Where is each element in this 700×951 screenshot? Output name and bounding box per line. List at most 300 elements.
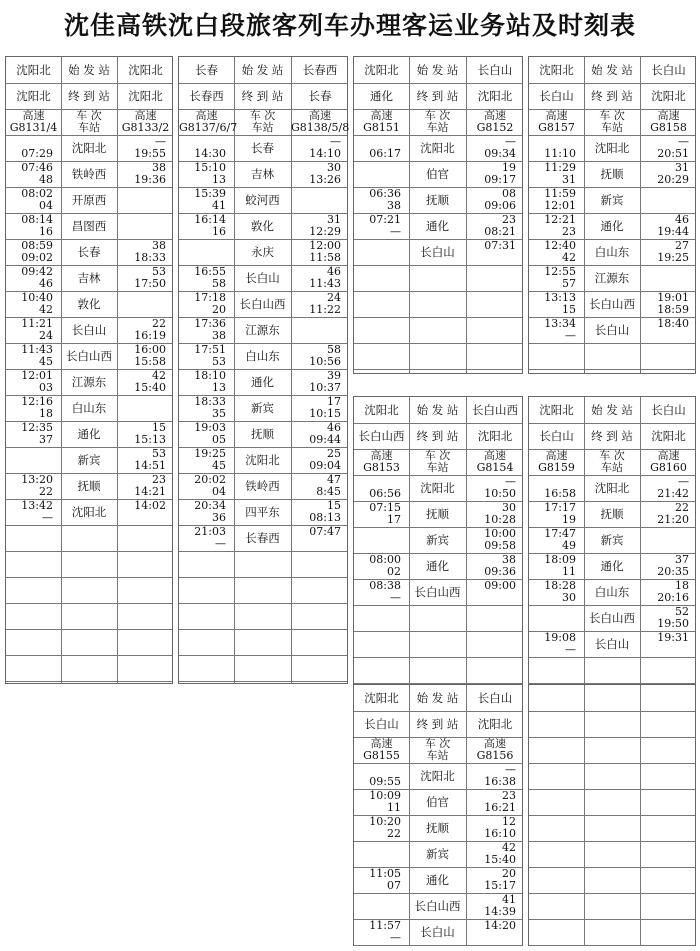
station-name: 白山东 [71, 401, 107, 415]
time-value: 19:25 [194, 447, 226, 460]
time-value: 20 [212, 303, 226, 316]
station-name: 四平东 [245, 505, 280, 519]
time-value: 10:28 [484, 513, 516, 526]
time-value: 16:21 [484, 801, 516, 814]
time-value: — [390, 931, 401, 944]
terminal-station: 沈阳北 [477, 89, 513, 103]
header-label: 始 发 站 [591, 63, 633, 77]
time-value: 23 [152, 473, 166, 486]
time-value: 58 [327, 343, 341, 356]
train-number: 高速 [370, 737, 393, 750]
train-number: G8151 [363, 121, 400, 134]
station-name: 抚顺 [426, 507, 449, 521]
time-value: 14:10 [309, 147, 341, 160]
station-name: 抚顺 [251, 427, 274, 441]
header-label: 始 发 站 [416, 63, 459, 77]
terminal-station: 沈阳北 [651, 89, 686, 103]
table-row [179, 629, 347, 656]
origin-station: 沈阳北 [364, 63, 399, 77]
time-value: 20:51 [657, 147, 689, 160]
time-value: 10:37 [309, 381, 341, 394]
time-value: 11:43 [21, 343, 53, 356]
time-value: 12:35 [21, 421, 53, 434]
time-value: 08:13 [309, 511, 341, 524]
time-value: 11:10 [544, 147, 576, 160]
train-number: 高速 [545, 449, 568, 462]
station-name: 伯官 [426, 795, 449, 809]
time-value: 04 [212, 485, 226, 498]
time-value: 14:39 [484, 905, 516, 918]
train-number-label: 车站 [601, 461, 623, 474]
time-value: 17:36 [194, 317, 226, 330]
time-value: 19 [502, 161, 516, 174]
train-number: 高速 [484, 109, 506, 122]
time-value: 18:10 [194, 369, 226, 382]
train-number: G8154 [476, 461, 514, 474]
train-number: G8152 [476, 121, 514, 134]
table-row [529, 841, 695, 868]
terminal-station: 沈阳北 [477, 717, 513, 731]
origin-station: 长白山西 [472, 403, 518, 417]
time-value: 41 [502, 893, 516, 906]
time-value: 17:17 [544, 501, 576, 514]
time-value: 04 [39, 199, 53, 212]
time-value: 10:50 [484, 487, 516, 500]
time-value: 15:17 [484, 879, 516, 892]
time-value: 23 [502, 213, 516, 226]
time-value: 08:38 [369, 579, 401, 592]
time-value: 09:42 [21, 265, 53, 278]
time-value: 42 [502, 841, 516, 854]
timetable-panel [353, 684, 523, 946]
table-row [354, 605, 522, 632]
time-value: 13:42 [21, 499, 53, 512]
time-value: — [155, 135, 166, 148]
time-value: 16:38 [484, 775, 516, 788]
time-value: 12:40 [544, 239, 576, 252]
train-number-label: 车 次 [424, 449, 451, 462]
time-value: 22 [387, 827, 401, 840]
terminal-station: 通化 [370, 89, 393, 103]
time-value: 38 [152, 239, 166, 252]
station-name: 长白山 [245, 271, 280, 285]
time-value: 18:40 [657, 317, 689, 330]
time-value: 12:21 [544, 213, 576, 226]
time-value: 23 [562, 225, 576, 238]
time-value: 18:28 [544, 579, 576, 592]
time-value: 08:59 [21, 239, 53, 252]
time-value: 18:09 [544, 553, 576, 566]
origin-station: 长白山 [651, 63, 686, 77]
time-value: 07:31 [484, 239, 516, 252]
station-name: 新宾 [426, 533, 449, 547]
train-number-label: 车 次 [424, 109, 451, 122]
time-value: 10:56 [309, 355, 341, 368]
time-value: 16:19 [134, 329, 166, 342]
time-value: 11:57 [369, 919, 401, 932]
table-row [6, 603, 172, 630]
timetable-panel [353, 56, 523, 374]
time-value: 30 [562, 591, 576, 604]
time-value: 15 [327, 499, 341, 512]
station-name: 长白山 [420, 925, 455, 939]
table-row [6, 629, 172, 656]
station-name: 沈阳北 [71, 141, 107, 155]
time-value: 42 [562, 251, 576, 264]
time-value: 48 [39, 173, 53, 186]
timetable-panel [178, 56, 348, 684]
time-value: 13 [212, 173, 226, 186]
time-value: 16 [39, 225, 53, 238]
terminal-station: 长春 [308, 89, 332, 103]
time-value: 30 [327, 161, 341, 174]
time-value: 17:50 [134, 277, 166, 290]
time-value: — [390, 225, 401, 238]
train-number: 高速 [370, 449, 393, 462]
timetable-panel [528, 56, 696, 374]
origin-station: 沈阳北 [539, 403, 574, 417]
time-value: 08 [502, 187, 516, 200]
time-value: 19:50 [657, 617, 689, 630]
station-name: 白山东 [594, 245, 630, 259]
train-number-label: 车站 [251, 121, 274, 134]
time-value: 31 [562, 173, 576, 186]
time-value: 12:01 [544, 199, 576, 212]
terminal-station: 长白山 [539, 89, 574, 103]
header-label: 始 发 站 [591, 403, 633, 417]
time-value: 35 [212, 407, 226, 420]
station-name: 伯官 [426, 167, 449, 181]
station-name: 长白山 [71, 323, 107, 337]
time-value: 14:30 [194, 147, 226, 160]
table-row [354, 343, 522, 370]
train-number: G8155 [363, 749, 400, 762]
time-value: 42 [39, 303, 53, 316]
time-value: 11:58 [309, 251, 341, 264]
station-name: 抚顺 [600, 167, 624, 181]
train-number: 高速 [657, 449, 680, 462]
time-value: 13:26 [309, 173, 341, 186]
table-row [529, 763, 695, 790]
time-value: 10:00 [484, 527, 516, 540]
station-name: 新宾 [426, 847, 449, 861]
time-value: 18:33 [134, 251, 166, 264]
time-value: 11 [387, 801, 401, 814]
station-name: 江源东 [594, 271, 630, 285]
station-name: 开原西 [71, 193, 107, 207]
time-value: 14:02 [134, 499, 166, 512]
time-value: 19:01 [657, 291, 689, 304]
time-value: 46 [327, 421, 341, 434]
page-title: 沈佳高铁沈白段旅客列车办理客运业务站及时刻表 [63, 11, 636, 40]
time-value: — [330, 135, 341, 148]
table-row [529, 867, 695, 894]
station-name: 蛟河西 [245, 193, 280, 207]
terminal-station: 长春西 [189, 89, 224, 103]
time-value: 15:39 [194, 187, 226, 200]
terminal-station: 沈阳北 [477, 429, 513, 443]
station-name: 敦化 [251, 219, 274, 233]
time-value: 45 [212, 459, 226, 472]
table-row [6, 655, 172, 682]
station-name: 沈阳北 [420, 141, 455, 155]
time-value: 15 [562, 303, 576, 316]
time-value: 07:15 [369, 501, 401, 514]
train-number-label: 车站 [426, 749, 449, 762]
table-row [529, 343, 695, 370]
time-value: 06:17 [369, 147, 401, 160]
time-value: 12:55 [544, 265, 576, 278]
time-value: 13:13 [544, 291, 576, 304]
train-number: 高速 [370, 109, 393, 122]
time-value: 37 [675, 553, 689, 566]
time-value: 45 [39, 355, 53, 368]
time-value: 06:36 [369, 187, 401, 200]
terminal-station: 沈阳北 [16, 89, 51, 103]
time-value: 10:15 [309, 407, 341, 420]
time-value: 30 [502, 501, 516, 514]
time-value: 10:20 [369, 815, 401, 828]
header-label: 终 到 站 [591, 429, 633, 443]
origin-station: 长春 [195, 63, 218, 77]
time-value: — [42, 511, 53, 524]
time-value: — [390, 591, 401, 604]
station-name: 长白山西 [66, 349, 112, 363]
time-value: 09:02 [21, 251, 53, 264]
station-name: 长白山西 [414, 585, 461, 599]
station-name: 永庆 [251, 245, 274, 259]
time-value: 20 [502, 867, 516, 880]
time-value: 09:36 [484, 565, 516, 578]
time-value: 27 [675, 239, 689, 252]
station-name: 通化 [426, 219, 449, 233]
time-value: 05 [212, 433, 226, 446]
time-value: 39 [327, 369, 341, 382]
time-value: 12:01 [21, 369, 53, 382]
time-value: 08:21 [484, 225, 516, 238]
time-value: 53 [212, 355, 226, 368]
time-value: 08:14 [21, 213, 53, 226]
timetable-panel [353, 396, 523, 684]
time-value: 12:00 [309, 239, 341, 252]
time-value: 11:22 [309, 303, 341, 316]
train-number: 高速 [484, 449, 506, 462]
time-value: 09:44 [309, 433, 341, 446]
time-value: 16:10 [484, 827, 516, 840]
train-number: 高速 [657, 109, 680, 122]
time-value: 17:18 [194, 291, 226, 304]
time-value: 53 [152, 265, 166, 278]
time-value: 06:56 [369, 487, 401, 500]
table-row [529, 737, 695, 764]
time-value: 24 [327, 291, 341, 304]
station-name: 通化 [600, 219, 624, 233]
time-value: 07:46 [21, 161, 53, 174]
time-value: 14:20 [484, 919, 516, 932]
time-value: 31 [675, 161, 689, 174]
time-value: 12 [502, 815, 516, 828]
station-name: 长白山 [594, 323, 630, 337]
terminal-station: 沈阳北 [128, 89, 163, 103]
train-number: 高速 [134, 109, 157, 122]
time-value: 47 [327, 473, 341, 486]
time-value: 17:51 [194, 343, 226, 356]
station-name: 抚顺 [426, 821, 449, 835]
time-value: 36 [212, 511, 226, 524]
time-value: — [505, 135, 516, 148]
origin-station: 沈阳北 [364, 403, 399, 417]
origin-station: 沈阳北 [128, 63, 163, 77]
time-value: 22 [39, 485, 53, 498]
time-value: 14:51 [134, 459, 166, 472]
time-value: 07:29 [21, 147, 53, 160]
time-value: 18 [39, 407, 53, 420]
terminal-station: 长白山西 [358, 429, 405, 443]
station-name: 白山东 [594, 585, 630, 599]
station-name: 沈阳北 [420, 769, 455, 783]
time-value: 19:44 [657, 225, 689, 238]
time-value: 07 [387, 879, 401, 892]
time-value: — [215, 537, 226, 550]
time-value: 52 [675, 605, 689, 618]
time-value: 16:58 [544, 487, 576, 500]
time-value: 23 [502, 789, 516, 802]
table-row [529, 815, 695, 842]
timetable-panel [528, 684, 696, 946]
table-row [354, 317, 522, 344]
time-value: 19 [562, 513, 576, 526]
station-name: 铁岭西 [71, 167, 107, 181]
time-value: 21:42 [657, 487, 689, 500]
table-row [6, 577, 172, 604]
origin-station: 沈阳北 [539, 63, 574, 77]
header-label: 终 到 站 [68, 89, 110, 103]
header-label: 始 发 站 [241, 63, 284, 77]
time-value: 20:29 [657, 173, 689, 186]
train-number: 高速 [195, 109, 218, 122]
time-value: 17 [387, 513, 401, 526]
station-name: 沈阳北 [594, 481, 630, 495]
time-value: 20:34 [194, 499, 226, 512]
table-row [529, 893, 695, 920]
header-label: 终 到 站 [416, 89, 459, 103]
table-row [354, 631, 522, 658]
timetable-panel [528, 396, 696, 684]
train-number-label: 车 次 [76, 109, 102, 122]
time-value: 24 [39, 329, 53, 342]
train-number: G8159 [538, 461, 575, 474]
time-value: 10:40 [21, 291, 53, 304]
time-value: 09:04 [309, 459, 341, 472]
station-name: 长白山西 [239, 297, 286, 311]
terminal-station: 长白山 [539, 429, 574, 443]
table-row [354, 291, 522, 318]
time-value: 20:16 [657, 591, 689, 604]
time-value: 09:34 [484, 147, 516, 160]
time-value: 09:55 [369, 775, 401, 788]
time-value: 09:06 [484, 199, 516, 212]
table-row [354, 657, 522, 684]
station-name: 长白山 [420, 245, 455, 259]
time-value: 10:09 [369, 789, 401, 802]
origin-station: 沈阳北 [364, 691, 399, 705]
station-name: 新宾 [77, 453, 101, 467]
station-name: 长春西 [245, 531, 280, 545]
time-value: — [678, 135, 689, 148]
station-name: 沈阳北 [594, 141, 630, 155]
time-value: 25 [327, 447, 341, 460]
station-name: 新宾 [600, 533, 624, 547]
time-value: 15:13 [134, 433, 166, 446]
train-number-label: 车 次 [249, 109, 276, 122]
time-value: 16:14 [194, 213, 226, 226]
time-value: 11:29 [544, 161, 576, 174]
time-value: 07:21 [369, 213, 401, 226]
station-name: 铁岭西 [245, 479, 280, 493]
train-number-label: 车站 [78, 121, 100, 134]
time-value: 46 [675, 213, 689, 226]
time-value: 07:47 [309, 525, 341, 538]
time-value: 13:34 [544, 317, 576, 330]
time-value: 19:31 [657, 631, 689, 644]
time-value: 11:43 [309, 277, 341, 290]
train-number: G8156 [476, 749, 514, 762]
station-name: 江源东 [245, 323, 280, 337]
header-label: 始 发 站 [416, 403, 459, 417]
time-value: 13 [212, 381, 226, 394]
time-value: 08:00 [369, 553, 401, 566]
table-row [529, 711, 695, 738]
station-name: 沈阳北 [420, 481, 455, 495]
table-row [179, 577, 347, 604]
table-row [354, 265, 522, 292]
origin-station: 长白山 [477, 63, 513, 77]
header-label: 终 到 站 [416, 717, 459, 731]
train-number: 高速 [484, 737, 506, 750]
station-name: 吉林 [251, 167, 274, 181]
header-label: 始 发 站 [416, 691, 459, 705]
time-value: 12:29 [309, 225, 341, 238]
time-value: 21:20 [657, 513, 689, 526]
time-value: 09:17 [484, 173, 516, 186]
time-value: 16:55 [194, 265, 226, 278]
time-value: 19:25 [657, 251, 689, 264]
station-name: 沈阳北 [245, 453, 280, 467]
table-row [179, 655, 347, 682]
station-name: 吉林 [77, 271, 101, 285]
time-value: 18 [675, 579, 689, 592]
train-number-label: 车站 [601, 121, 623, 134]
time-value: 13:20 [21, 473, 53, 486]
station-name: 新宾 [600, 193, 624, 207]
train-number: 高速 [309, 109, 331, 122]
train-number: G8131/4 [9, 121, 58, 134]
header-label: 终 到 站 [241, 89, 284, 103]
train-number: G8153 [363, 461, 400, 474]
train-number: G8158 [650, 121, 687, 134]
time-value: 15:40 [484, 853, 516, 866]
time-value: 15:58 [134, 355, 166, 368]
time-value: 20:02 [194, 473, 226, 486]
time-value: 58 [212, 277, 226, 290]
train-number: G8138/5/8 [291, 121, 350, 134]
time-value: 11:59 [544, 187, 576, 200]
time-value: 38 [502, 553, 516, 566]
train-number-label: 车 次 [424, 737, 451, 750]
time-value: 14:21 [134, 485, 166, 498]
time-value: 15:10 [194, 161, 226, 174]
header-label: 始 发 站 [68, 63, 110, 77]
